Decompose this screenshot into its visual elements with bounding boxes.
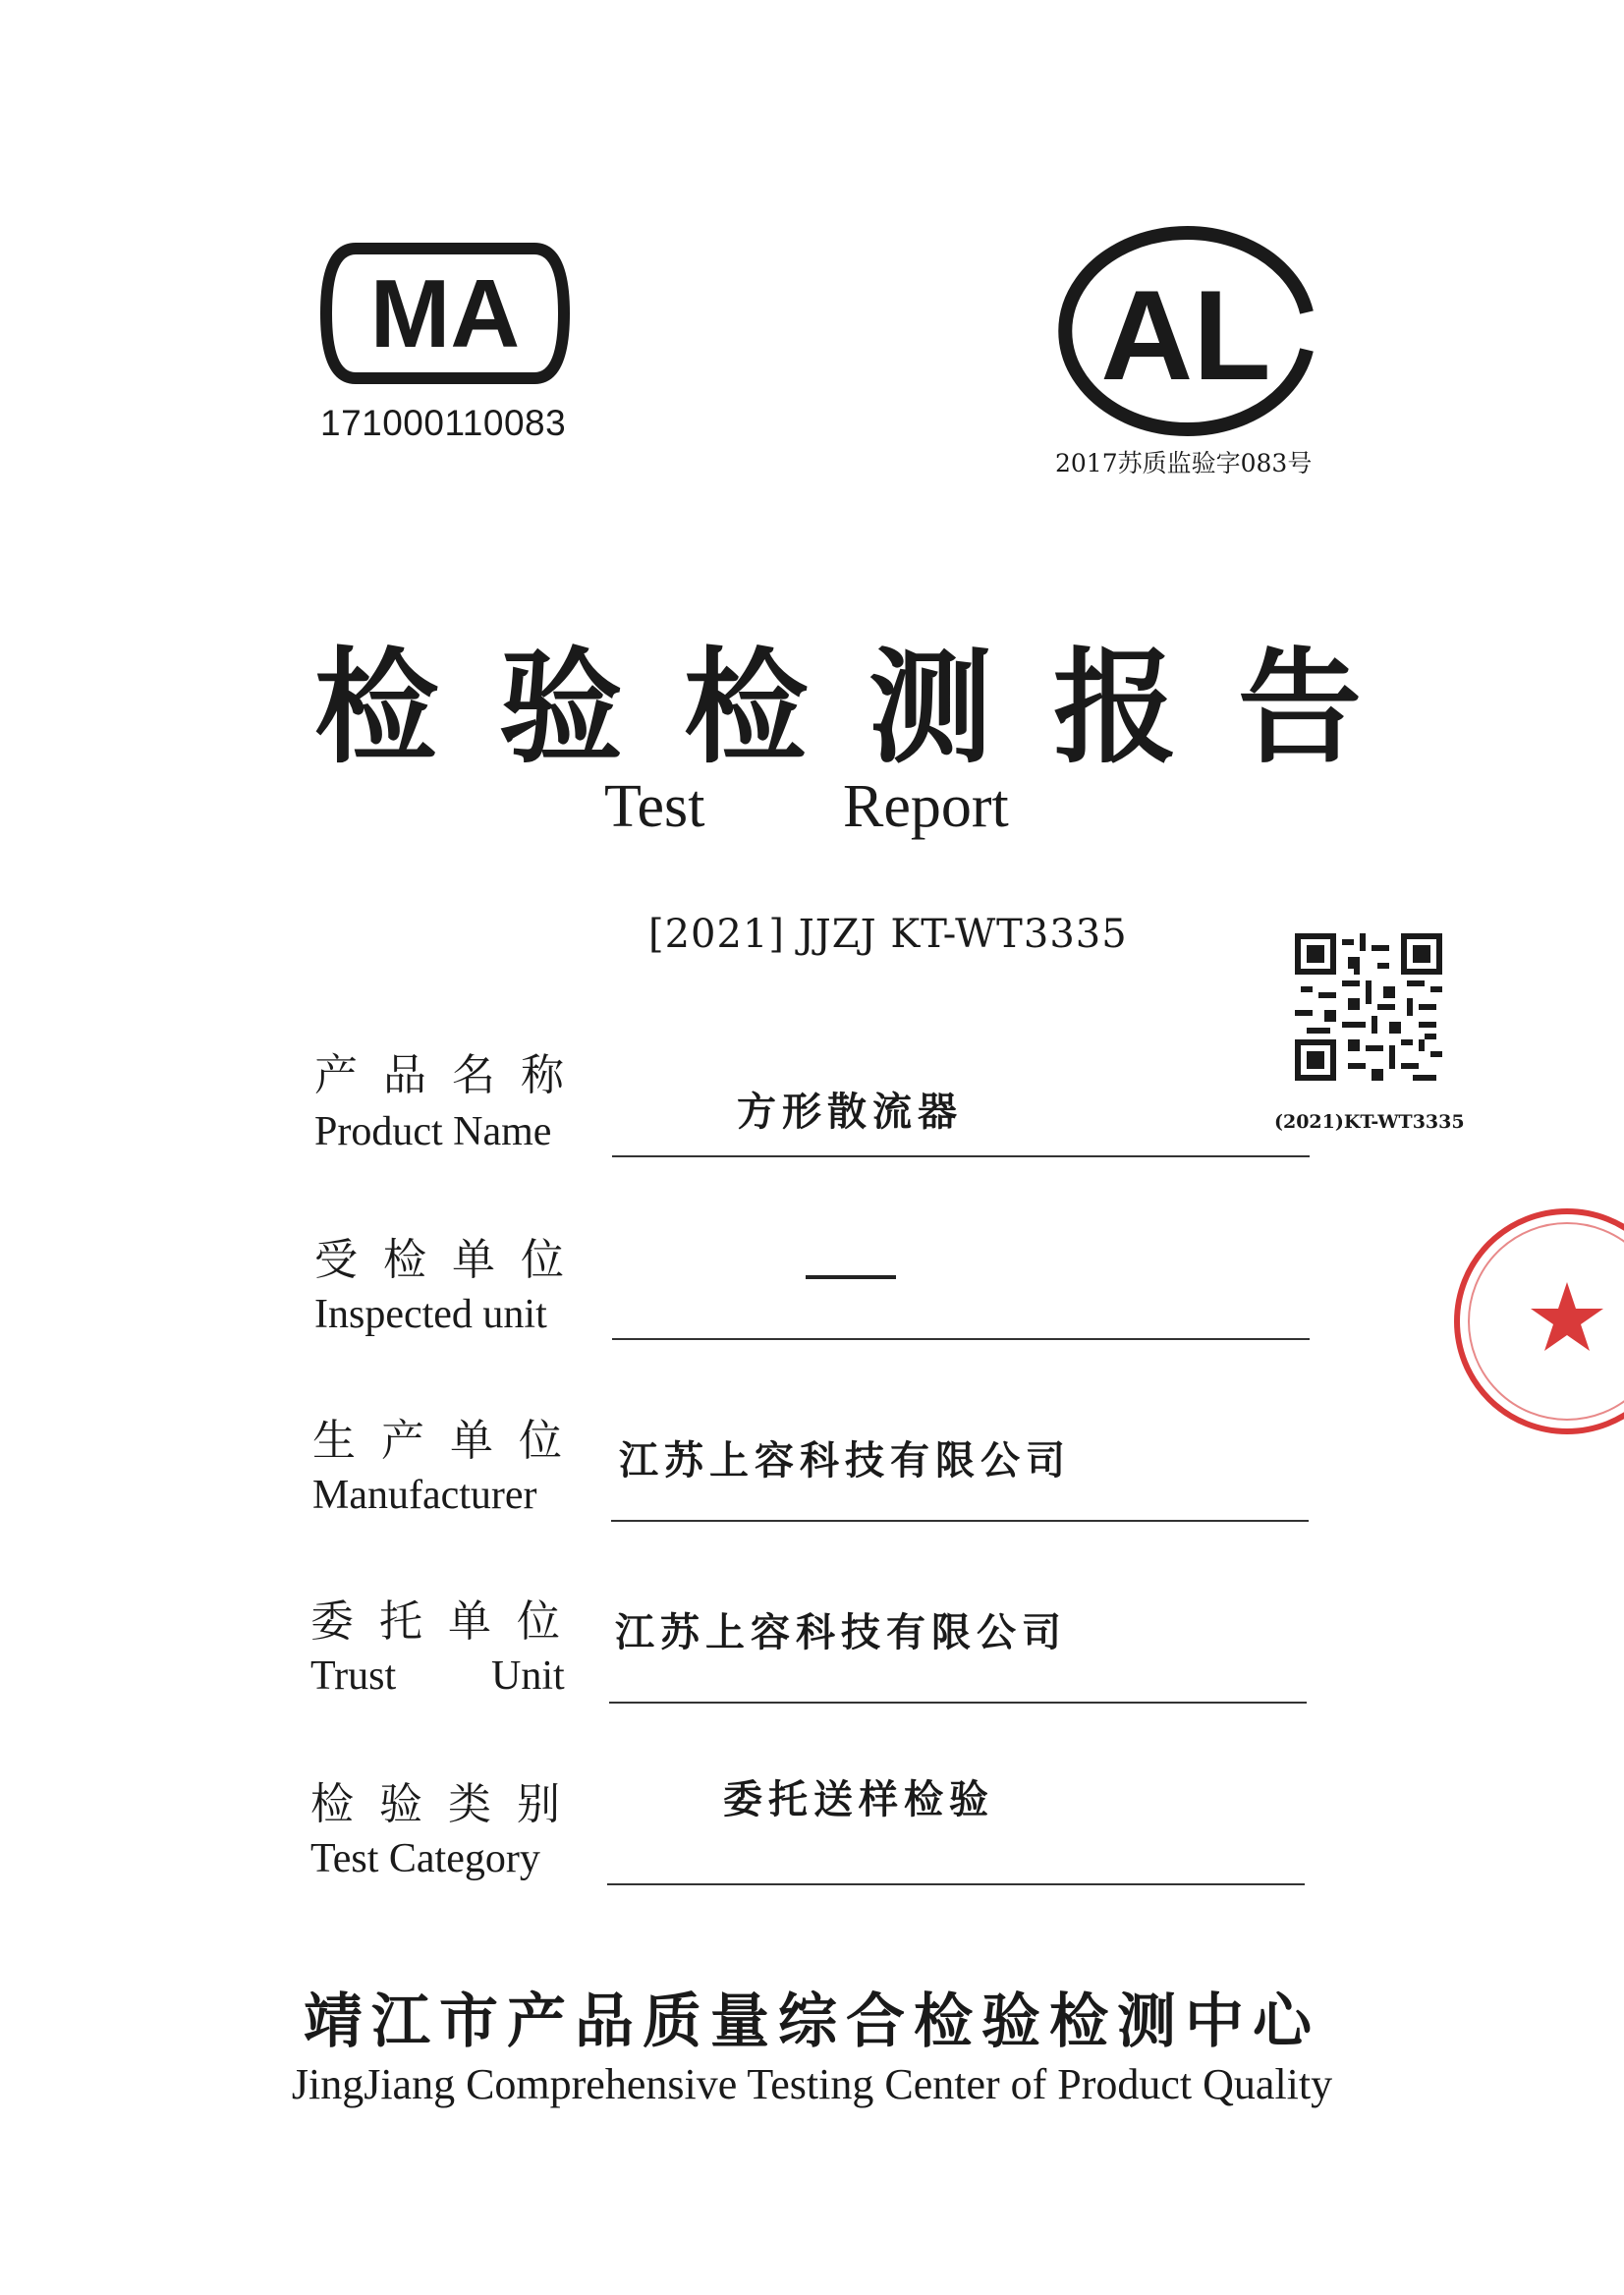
product-name-value: 方形散流器 (737, 1089, 963, 1135)
inspected-unit-underline (612, 1338, 1310, 1340)
trust-unit-value: 江苏上容科技有限公司 (615, 1609, 1067, 1655)
manufacturer-underline (611, 1520, 1309, 1522)
test-category-label-en: Test Category (310, 1836, 540, 1881)
trust-unit-label-cn: 委托单位 (310, 1596, 586, 1647)
trust-unit-label-en-1: Trust (310, 1653, 397, 1699)
trust-unit-label-en-2: Unit (491, 1653, 565, 1699)
trust-unit-underline (609, 1702, 1307, 1704)
cal-certificate-number: 2017苏质监验字083号 (1055, 449, 1313, 477)
test-category-value: 委托送样检验 (723, 1776, 994, 1822)
cma-certificate-number: 171000110083 (320, 403, 567, 443)
issuer-name-chinese: 靖江市产品质量综合检验检测中心 (304, 1987, 1320, 2056)
product-name-label-en: Product Name (314, 1109, 552, 1154)
qr-code (1295, 933, 1442, 1081)
test-category-label-cn: 检验类别 (310, 1779, 586, 1829)
cal-logo (1053, 224, 1318, 438)
product-name-underline (612, 1155, 1310, 1157)
red-seal-stamp (1444, 1199, 1624, 1444)
report-number: [2021] JJZJ KT-WT3335 (648, 912, 1128, 957)
test-category-underline (607, 1883, 1305, 1885)
manufacturer-label-en: Manufacturer (312, 1473, 537, 1518)
report-title-chinese: 检验检测报告 (314, 635, 1423, 780)
report-title-english-report: Report (843, 773, 1009, 840)
inspected-unit-label-cn: 受检单位 (314, 1235, 589, 1285)
issuer-name-english: JingJiang Comprehensive Testing Center of Product Quality (291, 2060, 1333, 2108)
cma-mark-text: MA (369, 259, 521, 367)
inspected-unit-label-en: Inspected unit (314, 1292, 547, 1337)
product-name-label-cn: 产品名称 (314, 1050, 589, 1100)
inspected-unit-dash (806, 1275, 896, 1279)
cal-mark-text: AL (1100, 263, 1271, 407)
manufacturer-label-cn: 生产单位 (312, 1416, 588, 1466)
qr-caption: (2021)KT-WT3335 (1274, 1111, 1465, 1133)
report-title-english-test: Test (604, 773, 705, 840)
manufacturer-value: 江苏上容科技有限公司 (619, 1437, 1071, 1483)
cma-logo (316, 241, 574, 386)
